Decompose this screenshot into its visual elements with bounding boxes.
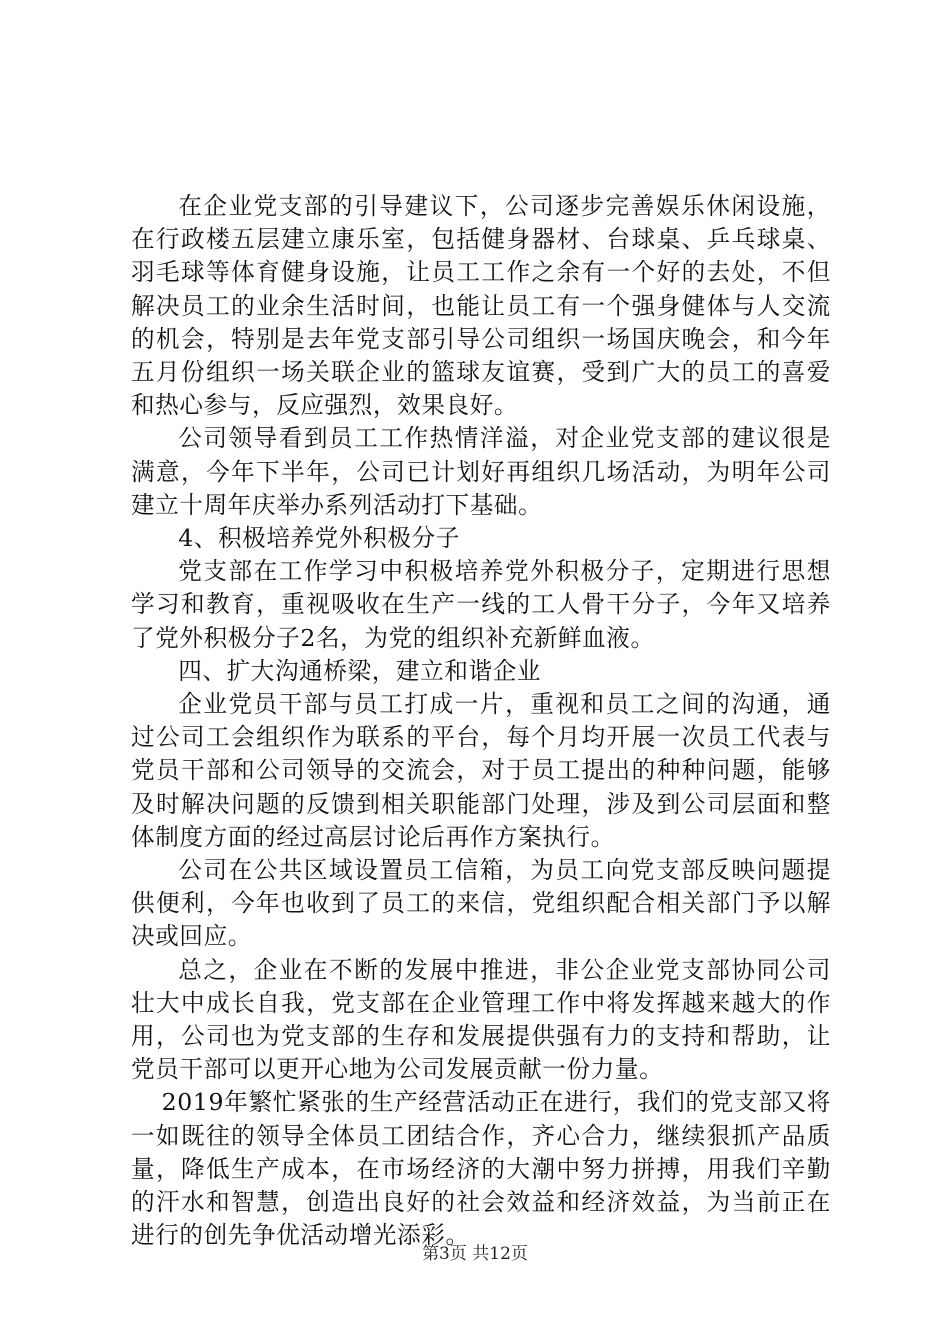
paragraph-outlook: 2019年繁忙紧张的生产经营活动正在进行，我们的党支部又将一如既往的领导全体员工团结合作，齐心合力，继续狠抓产品质量，降低生产成本，在市场经济的大潮中努力拼搏，用我们辛勤的汗水和智慧，创造出良好的社会效益和经济效益，为当前正在进行的创先争优活动增光添彩。 [131,1088,831,1250]
paragraph-summary: 总之，企业在不断的发展中推进，非公企业党支部协同公司壮大中成长自我，党支部在企业管理工作中将发挥越来越大的作用，公司也为党支部的生存和发展提供强有力的支持和帮助，让党员干部可以更开心地为公司发展贡献一份力量。 [131,955,831,1084]
paragraph-leadership-satisfaction: 公司领导看到员工工作热情洋溢，对企业党支部的建议很是满意，今年下半年，公司已计划好再组织几场活动，为明年公司建立十周年庆举办系列活动打下基础。 [131,424,831,519]
paragraph-communication: 企业党员干部与员工打成一片，重视和员工之间的沟通，通过公司工会组织作为联系的平台，每个月均开展一次员工代表与党员干部和公司领导的交流会，对于员工提出的种种问题，能够及时解决问题的反馈到相关职能部门处理，涉及到公司层面和整体制度方面的经过高层讨论后再作方案执行。 [131,690,831,851]
page-footer: 第3页 共12页 [422,1244,528,1264]
paragraph-cultivate-activists: 党支部在工作学习中积极培养党外积极分子，定期进行思想学习和教育，重视吸收在生产一线的工人骨干分子，今年又培养了党外积极分子2名，为党的组织补充新鲜血液。 [131,557,831,652]
section-heading-cultivate-activists: 4、积极培养党外积极分子 [178,524,460,553]
document-body [131,190,831,1253]
section-heading-communication: 四、扩大沟通桥梁，建立和谐企业 [178,656,542,685]
paragraph-recreation-facilities: 在企业党支部的引导建议下，公司逐步完善娱乐休闲设施，在行政楼五层建立康乐室，包括健身器材、台球桌、乒乓球桌、羽毛球等体育健身设施，让员工工作之余有一个好的去处，不但解决员工的业余生活时间，也能让员工有一个强身健体与人交流的机会，特别是去年党支部引导公司组织一场国庆晚会，和今年五月份组织一场关联企业的篮球友谊赛，受到广大的员工的喜爱和热心参与，反应强烈，效果良好。 [131,192,831,420]
paragraph-mailbox: 公司在公共区域设置员工信箱，为员工向党支部反映问题提供便利，今年也收到了员工的来信，党组织配合相关部门予以解决或回应。 [131,856,831,951]
